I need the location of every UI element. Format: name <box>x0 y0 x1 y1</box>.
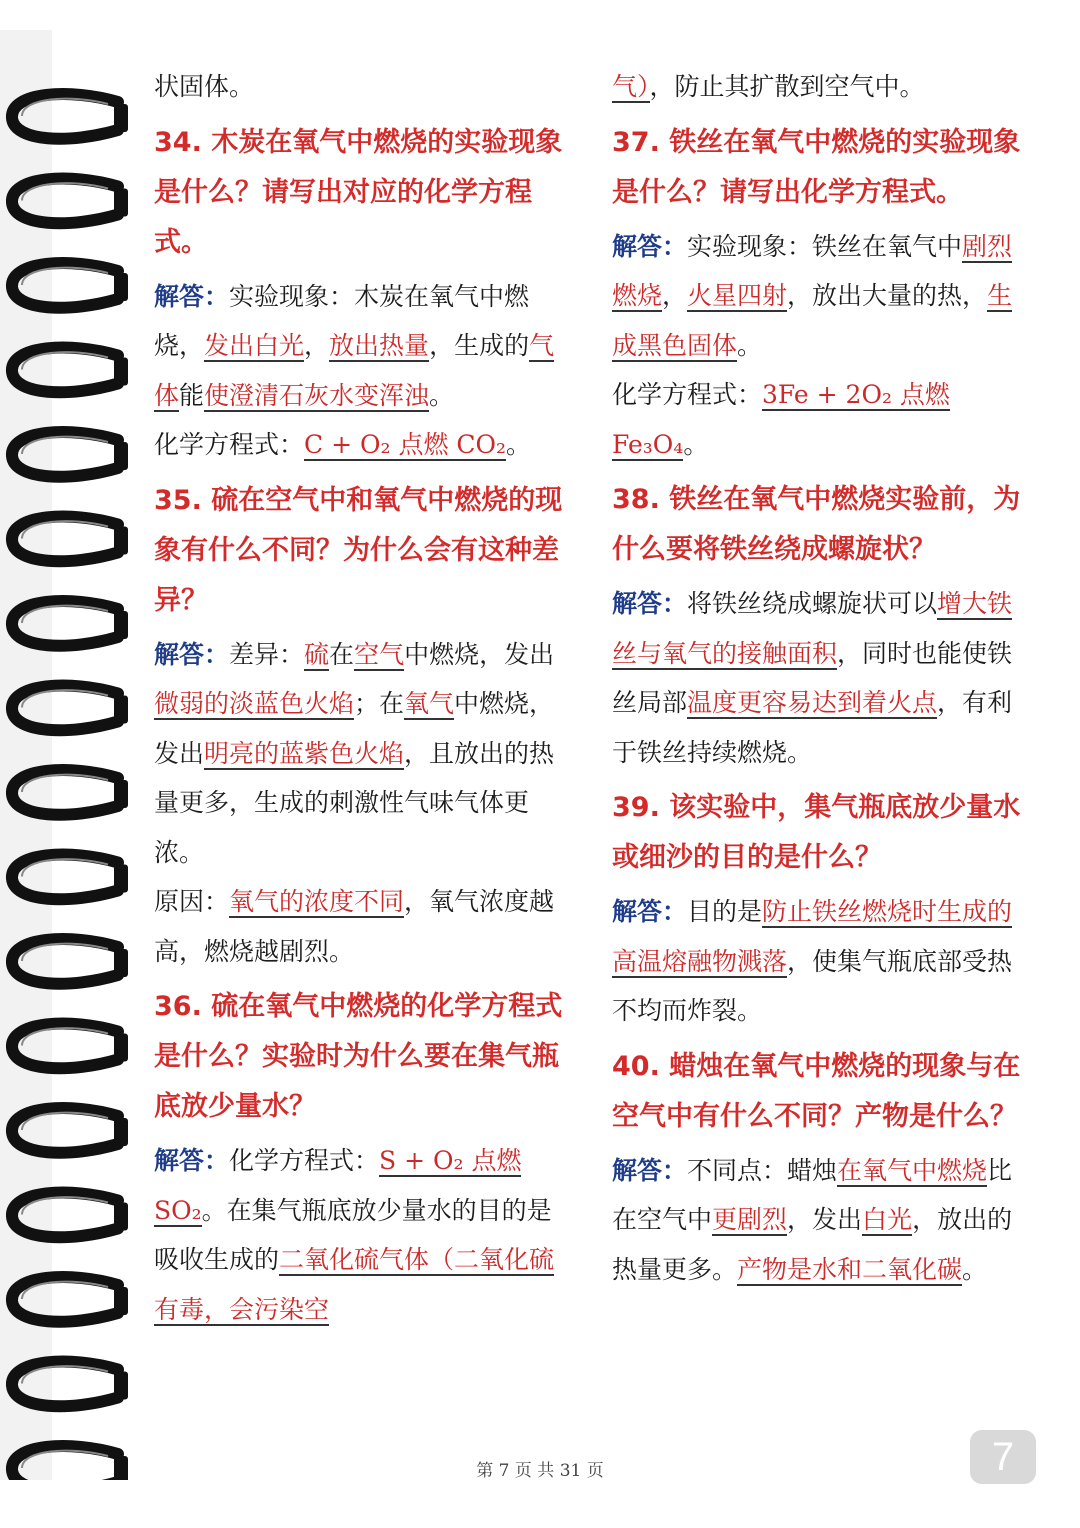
highlight: 防止铁丝燃烧时生成的高温熔融物溅落 <box>612 897 1013 976</box>
question-36: 36. 硫在氧气中燃烧的化学方程式是什么？实验时为什么要在集气瓶底放少量水？ <box>154 991 563 1122</box>
highlight: 气体 <box>154 331 555 410</box>
highlight: 微弱的淡蓝色火焰 <box>154 689 355 718</box>
answer-37: 解答：实验现象：铁丝在氧气中剧烈燃烧，火星四射，放出大量的热，生成黑色固体。 <box>612 231 1013 360</box>
left-column <box>154 62 574 1334</box>
highlight: 气） <box>612 72 650 101</box>
highlight: 发出白光 <box>204 331 305 360</box>
highlight: 白光 <box>862 1205 913 1234</box>
highlight: 更剧烈 <box>712 1205 788 1234</box>
answer-36: 解答：化学方程式：S + O₂ 点燃 SO₂。在集气瓶底放少量水的目的是吸收生成的二氧化硫气体（二氧化硫有毒，会污染空 <box>154 1146 555 1324</box>
page-number-badge: 7 <box>970 1430 1036 1484</box>
question-40: 40. 蜡烛在氧气中燃烧的现象与在空气中有什么不同？产物是什么？ <box>612 1050 1021 1132</box>
highlight: 在氧气中燃烧 <box>837 1155 988 1185</box>
equation: C + O₂ 点燃 CO₂ <box>304 430 507 459</box>
answer-39: 解答：目的是防止铁丝燃烧时生成的高温熔融物溅落，使集气瓶底部受热不均而炸裂。 <box>612 897 1013 1025</box>
answer-label: 解答： <box>612 231 688 261</box>
question-34: 34. 木炭在氧气中燃烧的实验现象是什么？请写出对应的化学方程式。 <box>154 126 563 258</box>
highlight: 使澄清石灰水变浑浊 <box>204 380 430 410</box>
question-35: 35. 硫在空气中和氧气中燃烧的现象有什么不同？为什么会有这种差异？ <box>154 484 563 616</box>
answer-label: 解答： <box>154 281 230 311</box>
answer-38: 解答：将铁丝绕成螺旋状可以增大铁丝与氧气的接触面积，同时也能使铁丝局部温度更容易达到着火点，有利于铁丝持续燃烧。 <box>612 589 1013 767</box>
answer-label: 解答： <box>154 639 230 669</box>
highlight: 增大铁丝与氧气的接触面积 <box>612 589 1013 668</box>
highlight: 硫 <box>304 639 330 669</box>
reason-35: 原因：氧气的浓度不同，氧气浓度越高，燃烧越剧烈。 <box>154 887 555 966</box>
answer-label: 解答： <box>612 897 688 926</box>
answer-40: 解答：不同点：蜡烛在氧气中燃烧比在空气中更剧烈，发出白光，放出的热量更多。产物是水和二氧化碳。 <box>612 1155 1013 1284</box>
right-column <box>612 62 1032 1294</box>
question-37: 37. 铁丝在氧气中燃烧的实验现象是什么？请写出化学方程式。 <box>612 126 1021 208</box>
answer-label: 解答： <box>154 1146 230 1175</box>
equation-34: 化学方程式：C + O₂ 点燃 CO₂。 <box>154 430 532 459</box>
equation: S + O₂ 点燃 SO₂ <box>154 1146 522 1225</box>
highlight: 剧烈燃烧 <box>612 231 1013 310</box>
equation-37: 化学方程式：3Fe + 2O₂ 点燃 Fe₃O₄。 <box>612 380 950 459</box>
question-38: 38. 铁丝在氧气中燃烧实验前，为什么要将铁丝绕成螺旋状？ <box>612 484 1021 565</box>
continued-text: 气），防止其扩散到空气中。 <box>612 72 925 101</box>
highlight: 氧气 <box>404 689 455 718</box>
equation: 3Fe + 2O₂ 点燃 Fe₃O₄ <box>612 380 950 459</box>
highlight: 生成黑色固体 <box>612 281 1013 360</box>
highlight: 火星四射 <box>687 281 788 310</box>
highlight: 放出热量 <box>329 331 430 360</box>
highlight: 明亮的蓝紫色火焰 <box>204 738 405 768</box>
continued-text: 状固体。 <box>154 72 255 101</box>
answer-34: 解答：实验现象：木炭在氧气中燃烧，发出白光，放出热量，生成的气体能使澄清石灰水变浑浊。 <box>154 281 555 410</box>
spiral-binding <box>0 30 140 1480</box>
answer-label: 解答： <box>612 589 688 618</box>
question-39: 39. 该实验中，集气瓶底放少量水或细沙的目的是什么？ <box>612 792 1021 873</box>
highlight: 二氧化硫气体（二氧化硫有毒，会污染空 <box>154 1245 555 1324</box>
highlight: 温度更容易达到着火点 <box>687 688 938 717</box>
highlight: 氧气的浓度不同 <box>229 887 405 916</box>
page-footer: 第 7 页 共 31 页 <box>476 1461 604 1481</box>
answer-label: 解答： <box>612 1155 688 1185</box>
highlight: 产物是水和二氧化碳 <box>737 1254 963 1284</box>
answer-35: 解答：差异：硫在空气中燃烧，发出微弱的淡蓝色火焰；在氧气中燃烧，发出明亮的蓝紫色火焰，且放出的热量更多，生成的刺激性气味气体更浓。 <box>154 639 555 867</box>
highlight: 空气 <box>354 639 405 669</box>
